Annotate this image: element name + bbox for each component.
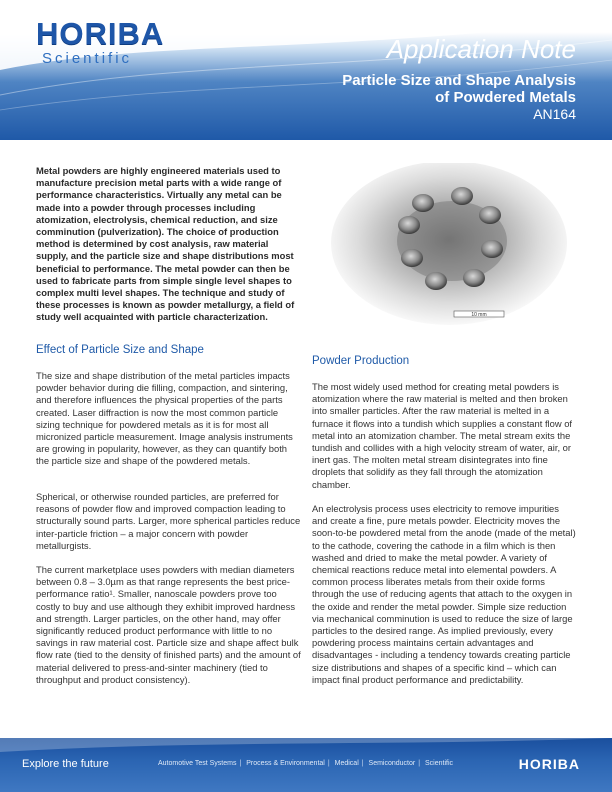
metal-powder-photo [314,163,576,325]
footer-link-medical[interactable]: Medical [334,760,359,767]
production-paragraph-1: The most widely used method for creating metal powders is atomization where the raw material is melted and then broken into smaller particles. After the raw material is melted in a furnace it flows into a tundish which supplies a constant flow of metal into an atomization chamber. The metal stream exits the tundish and collides with a high velocity stream of water, air, or inert gas. The molten metal stream disintegrates into fine droplets that solidify as they fall through the atomization chamber. [312,381,573,490]
footer-bar [0,738,612,792]
footer-link-process[interactable]: Process & Environmental [246,760,325,767]
scale-bar-label: 10 mm [471,312,487,318]
powder-sample-image [314,163,576,325]
document-title-line2: of Powdered Metals [435,89,576,106]
footer-division-links: Automotive Test Systems | Process & Environmental | Medical | Semiconductor | Scientific [158,760,454,767]
intro-paragraph: Metal powders are highly engineered materials used to manufacture precision metal parts with a wide range of performance characteristics. Virtually any metal can be made into a powder through processes including atomization, electrolysis, chemical reduction, and size comminution (pulverization). The choice of production method is determined by cost analysis, raw material supply, and the particle size and shape distributions most beneficial to performance. The metal powder can then be used to fabricate parts from simple single level shapes to complex multi level shapes. The technique and study of these processes is known as powder metallurgy, a field of study well acquainted with particle characterization. [36,165,295,323]
footer-link-semiconductor[interactable]: Semiconductor [368,760,416,767]
document-type: Application Note [386,34,576,64]
footer-horiba-logo: HORIBA [518,756,580,772]
effect-paragraph-3: The current marketplace uses powders with median diameters between 0.8 – 3.0µm as that range represents the best price-performance ratio¹. Smaller, nanoscale powders prove too costly to buy and use although they exhibit improved hardness and strength. Larger particles, on the other hand, may offer significantly reduced product performance with little to no savings in raw material cost. Particle size and shape affect bulk flow rate (tied to the density of finished parts) and the amount of material delivered to press-and-sinter machinery (tied to throughput and product consistency). [36,564,301,685]
footer-tagline: Explore the future [22,758,109,770]
document-number: AN164 [533,106,576,122]
header-banner [0,0,612,140]
section-heading-effect: Effect of Particle Size and Shape [36,344,204,356]
horiba-logo [36,18,164,67]
footer-link-automotive[interactable]: Automotive Test Systems [158,760,237,767]
effect-paragraph-2: Spherical, or otherwise rounded particles, are preferred for reasons of powder flow and improved compaction leading to structurally sound parts. Larger, more spherical particles reduce inter-particle friction – a major concern with powder metallurgists. [36,491,301,551]
section-heading-production: Powder Production [312,355,410,367]
logo-subtitle: Scientific [42,50,133,67]
footer-link-scientific[interactable]: Scientific [425,760,454,767]
production-paragraph-2: An electrolysis process uses electricity to remove impurities and create a fine, pure metals powder. Electricity moves the soon-to-be powdered metal from the anode (made of the metal) to the cathode, covering the cathode in a film which is then washed and dried to make the metal powder. A variety of chemical reactions reduce metal into elemental powders. A common process liberates metals from their oxide forms through the use of reducing agents that attach to the oxygen in the oxide and render the metal powder. Simple size reduction via mechanical comminution is used to reduce the size of large particles to the desired range. As implied previously, every powdering process maintains certain advantages and disadvantages - including a tendency towards creating particle size distributions and shapes of a specific kind – which can impact final product performance and predictability. [312,503,576,685]
document-title-line1: Particle Size and Shape Analysis [342,72,576,89]
effect-paragraph-1: The size and shape distribution of the metal particles impacts powder behavior during die filling, compaction, and sintering, and therefore influences the physical properties of the parts created. Laser diffraction is now the most common particle sizing technique for powdered metals as it is for most all micronized particle measurement. Image analysis instruments are growing in popularity, however, as they can quantify both the particle size and shape of the powdered metals. [36,370,293,467]
logo-wordmark: HORIBA [36,16,165,51]
